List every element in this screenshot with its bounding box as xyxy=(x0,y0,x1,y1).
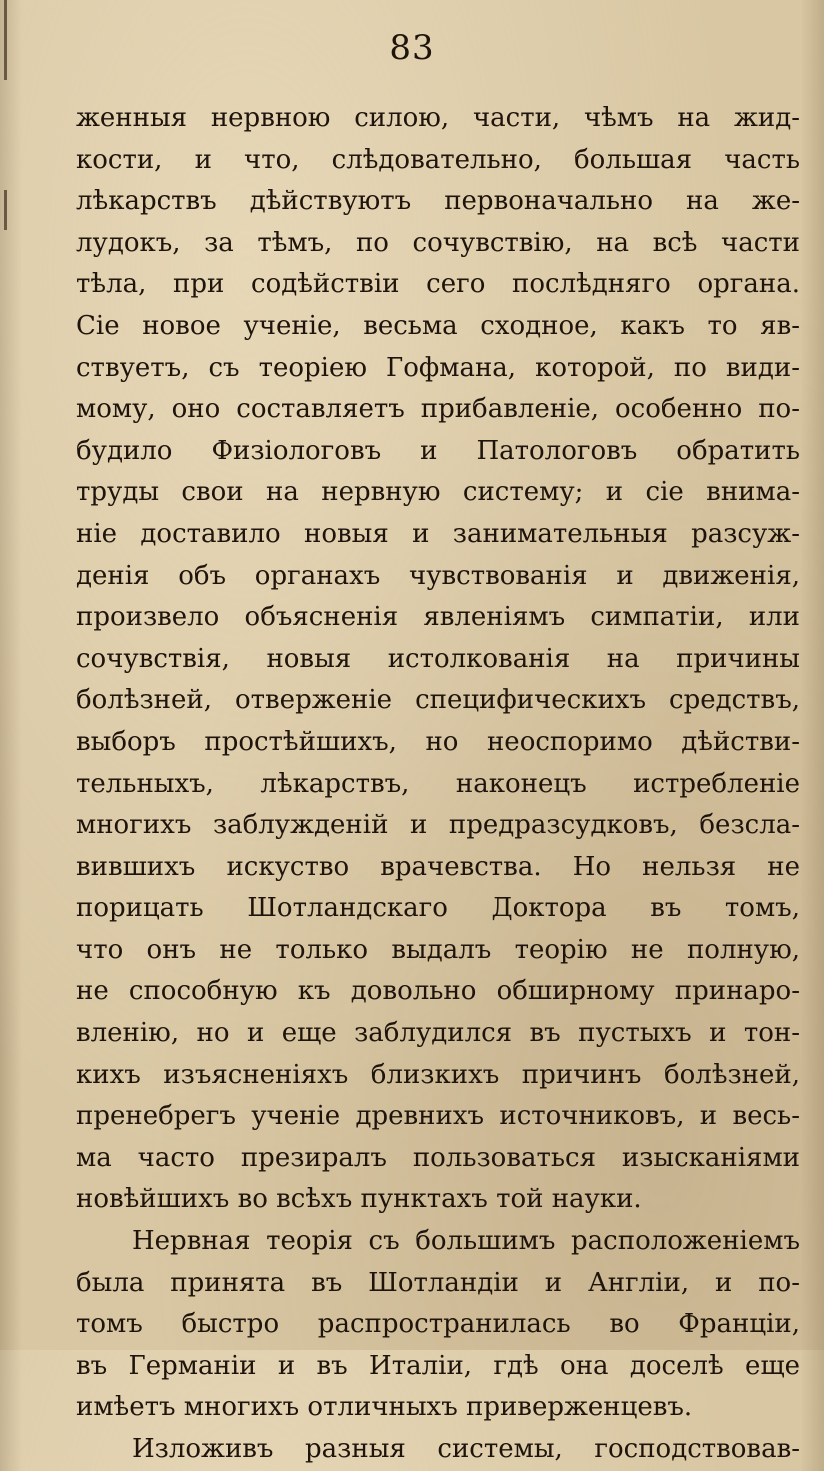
text-line: въ Германіи и въ Италіи, гдѣ она доселѣ еще xyxy=(76,1350,800,1381)
text-line: была принята въ Шотландіи и Англіи, и по- xyxy=(76,1267,800,1298)
text-line: порицать Шотландскаго Доктора въ томъ, xyxy=(76,893,800,924)
text-line: ма часто презиралъ пользоваться изысканіями xyxy=(76,1142,800,1173)
page-number: 83 xyxy=(389,28,435,68)
text-line: ніе доставило новыя и занимательныя разсуж- xyxy=(76,518,800,549)
text-line: мому, оно составляетъ прибавленіе, особенно по- xyxy=(76,394,800,425)
text-line: будило Физіологовъ и Патологовъ обратить xyxy=(76,435,800,466)
text-line: труды свои на нервную систему; и сіе внима- xyxy=(76,477,800,508)
text-line: что онъ не только выдалъ теорію не полную, xyxy=(76,934,800,965)
text-line: произвело объясненія явленіямъ симпатіи, или xyxy=(76,602,800,633)
text-line: пренебрегъ ученіе древнихъ источниковъ, и весь- xyxy=(76,1101,800,1132)
text-line: кихъ изъясненіяхъ близкихъ причинъ болѣзней, xyxy=(76,1059,800,1090)
text-line: болѣзней, отверженіе специфическихъ средствъ, xyxy=(76,685,800,716)
text-line: сочувствія, новыя истолкованія на причины xyxy=(76,643,800,674)
body-text xyxy=(76,98,800,1471)
text-line: тѣла, при содѣйствіи сего послѣдняго органа. xyxy=(76,269,800,300)
text-line: женныя нервною силою, части, чѣмъ на жид- xyxy=(76,103,800,133)
page-edge-mark xyxy=(4,190,7,230)
text-line: новѣйшихъ во всѣхъ пунктахъ той науки. xyxy=(76,1184,642,1215)
text-line: Нервная теорія съ большимъ расположеніемъ xyxy=(132,1226,800,1257)
text-line: денія объ органахъ чувствованія и движенія, xyxy=(76,560,800,591)
text-line: Сіе новое ученіе, весьма сходное, какъ то яв- xyxy=(76,310,800,341)
text-line: ствуетъ, съ теоріею Гофмана, которой, по види- xyxy=(76,352,800,383)
text-line: тельныхъ, лѣкарствъ, наконецъ истребленіе xyxy=(76,768,800,799)
text-line: томъ быстро распространилась во Франціи, xyxy=(76,1309,800,1340)
text-line: выборъ простѣйшихъ, но неоспоримо дѣйстви- xyxy=(76,726,800,757)
text-line: кости, и что, слѣдовательно, большая часть xyxy=(76,144,800,175)
text-line: имѣетъ многихъ отличныхъ приверженцевъ. xyxy=(76,1392,693,1423)
text-line: лудокъ, за тѣмъ, по сочувствію, на всѣ части xyxy=(76,227,800,258)
text-line: вившихъ искуство врачевства. Но нельзя не xyxy=(76,851,800,882)
text-line: не способную къ довольно обширному принаро- xyxy=(76,976,800,1007)
text-line: Изложивъ разныя системы, господствовав- xyxy=(132,1434,800,1464)
text-line: лѣкарствъ дѣйствуютъ первоначально на же- xyxy=(76,186,800,217)
text-line: многихъ заблужденій и предразсудковъ, безсла- xyxy=(76,810,800,841)
text-line: вленію, но и еще заблудился въ пустыхъ и тон- xyxy=(76,1018,800,1049)
